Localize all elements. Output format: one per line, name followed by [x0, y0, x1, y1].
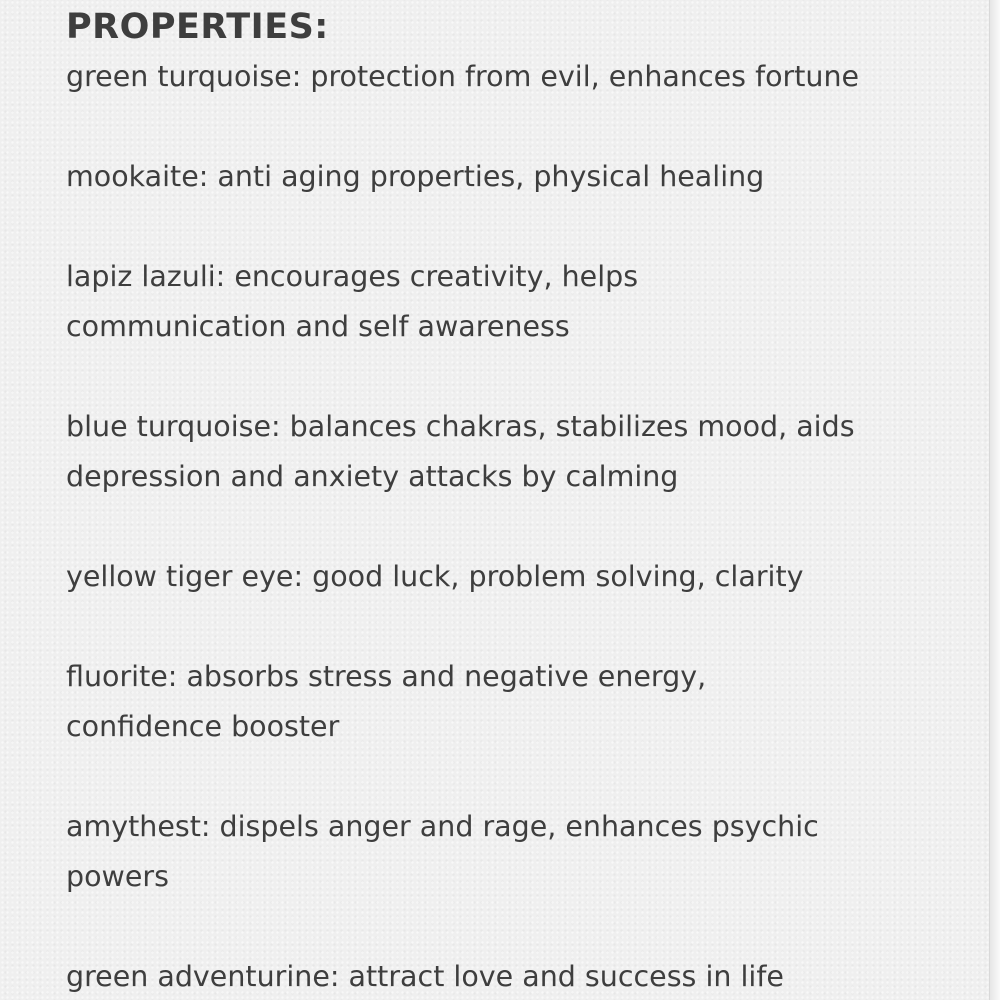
list-item [66, 402, 966, 502]
list-item [66, 552, 966, 602]
entry-line: communication and self awareness [66, 310, 570, 343]
entry-line: blue turquoise: balances chakras, stabilizes mood, aids [66, 410, 855, 443]
entry-line: yellow tiger eye: good luck, problem solving, clarity [66, 560, 804, 593]
note-body[interactable] [66, 0, 966, 1000]
list-item [66, 252, 966, 352]
entry-line: fluorite: absorbs stress and negative energy, [66, 660, 707, 693]
entry-line: green adventurine: attract love and success in life [66, 960, 784, 993]
entry-line: mookaite: anti aging properties, physical healing [66, 160, 765, 193]
entry-line: confidence booster [66, 710, 340, 743]
list-item [66, 802, 966, 902]
page-edge [989, 0, 1000, 1000]
entry-line: lapiz lazuli: encourages creativity, helps [66, 260, 639, 293]
list-item [66, 52, 966, 102]
list-item [66, 952, 966, 1000]
entry-line: powers [66, 860, 169, 893]
entry-line: green turquoise: protection from evil, enhances fortune [66, 60, 860, 93]
list-item [66, 152, 966, 202]
properties-list [66, 52, 966, 1000]
note-heading: PROPERTIES: [66, 7, 329, 47]
list-item [66, 652, 966, 752]
entry-line: depression and anxiety attacks by calming [66, 460, 679, 493]
entry-line: amythest: dispels anger and rage, enhances psychic [66, 810, 819, 843]
